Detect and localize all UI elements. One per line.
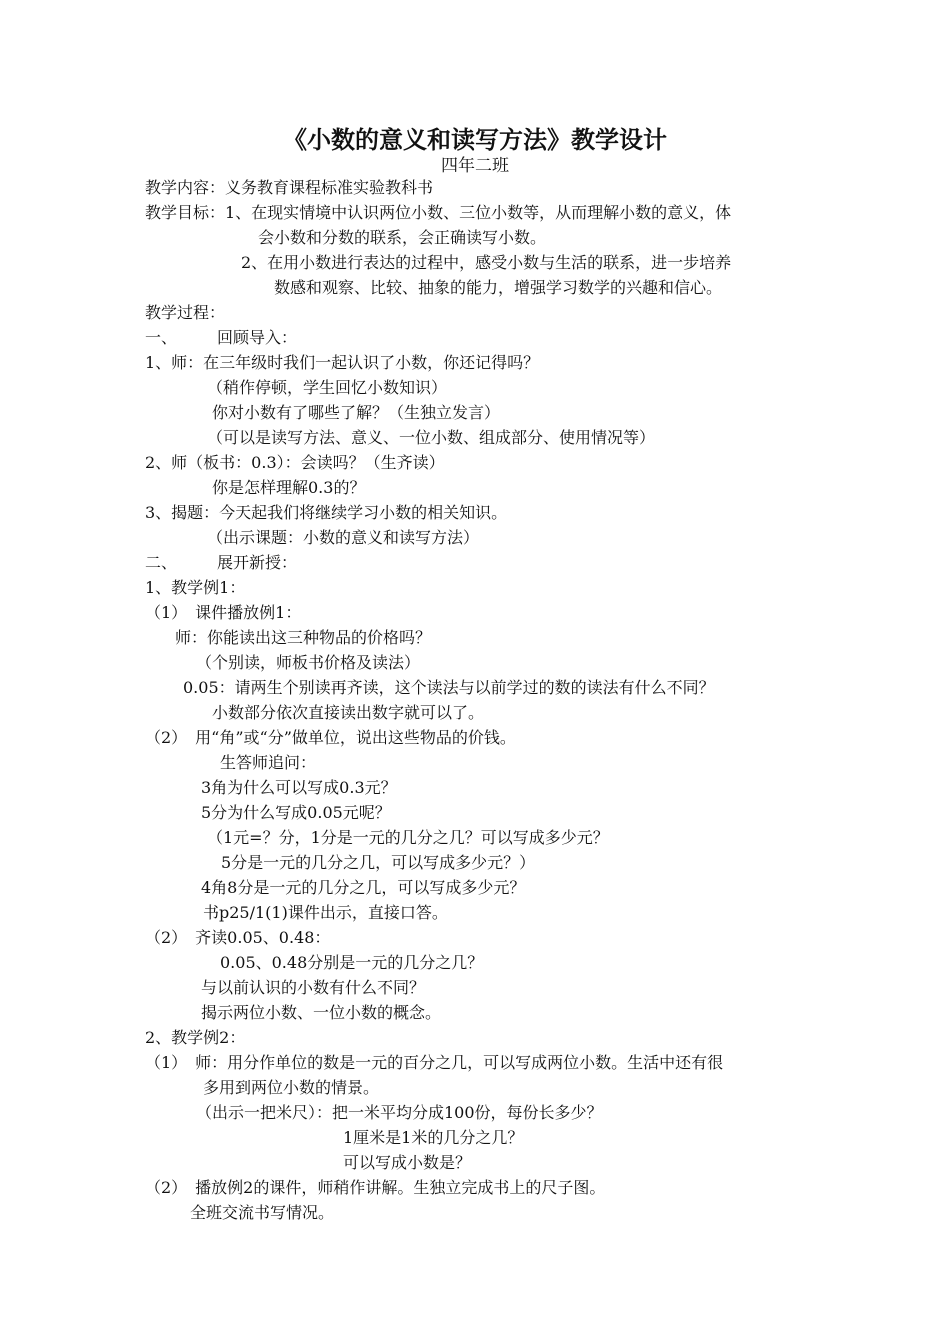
text-line: 会小数和分数的联系，会正确读写小数。 — [258, 228, 547, 247]
text-line: （可以是读写方法、意义、一位小数、组成部分、使用情况等） — [207, 428, 656, 447]
text-line: 教学内容：义务教育课程标准实验教科书 — [145, 178, 434, 197]
text-line: 师：你能读出这三种物品的价格吗？ — [175, 628, 432, 647]
text-line: （2） 用“角”或“分”做单位，说出这些物品的价钱。 — [145, 728, 516, 747]
text-line: （1） 课件播放例1： — [145, 603, 302, 622]
text-line: 3、揭题：今天起我们将继续学习小数的相关知识。 — [145, 503, 508, 522]
text-line: （1） 师：用分作单位的数是一元的百分之几，可以写成两位小数。生活中还有很 — [145, 1053, 724, 1072]
text-line: 你对小数有了哪些了解？（生独立发言） — [212, 403, 501, 422]
text-line: （出示一把米尺）：把一米平均分成100份，每份长多少？ — [196, 1103, 603, 1122]
document-title: 《小数的意义和读写方法》教学设计 — [283, 126, 667, 154]
text-line: 小数部分依次直接读出数字就可以了。 — [212, 703, 485, 722]
text-line: 多用到两位小数的情景。 — [203, 1078, 380, 1097]
text-line: 5分是一元的几分之几，可以写成多少元？） — [221, 853, 536, 872]
text-line: （稍作停顿，学生回忆小数知识） — [207, 378, 448, 397]
text-line: 可以写成小数是？ — [343, 1153, 472, 1172]
text-line: 生答师追问： — [220, 753, 317, 772]
text-line: 2、师（板书：0.3）：会读吗？（生齐读） — [145, 453, 445, 472]
text-line: （2） 齐读0.05、0.48： — [145, 928, 331, 947]
text-line: 0.05、0.48分别是一元的几分之几？ — [220, 953, 484, 972]
text-line: （2） 播放例2的课件，师稍作讲解。生独立完成书上的尺子图。 — [145, 1178, 606, 1197]
text-line: 0.05：请两生个别读再齐读，这个读法与以前学过的数的读法有什么不同？ — [183, 678, 715, 697]
text-line: 你是怎样理解0.3的？ — [212, 478, 366, 497]
text-line: 揭示两位小数、一位小数的概念。 — [201, 1003, 442, 1022]
text-line: 3角为什么可以写成0.3元？ — [201, 778, 397, 797]
text-line: （个别读，师板书价格及读法） — [196, 653, 421, 672]
text-line: 2、教学例2： — [145, 1028, 246, 1047]
text-line: 1厘米是1米的几分之几？ — [343, 1128, 524, 1147]
text-line: 教学目标：1、在现实情境中认识两位小数、三位小数等，从而理解小数的意义，体 — [145, 203, 732, 222]
text-line: 全班交流书写情况。 — [190, 1203, 335, 1222]
text-line: 1、教学例1： — [145, 578, 246, 597]
text-line: 书p25/1(1)课件出示，直接口答。 — [203, 903, 448, 922]
text-line: 与以前认识的小数有什么不同？ — [201, 978, 426, 997]
text-line: 教学过程： — [145, 303, 226, 322]
text-line: 1、师：在三年级时我们一起认识了小数，你还记得吗？ — [145, 353, 540, 372]
section-heading: 一、 回顾导入： — [145, 328, 298, 347]
text-line: 数感和观察、比较、抽象的能力，增强学习数学的兴趣和信心。 — [274, 278, 723, 297]
text-line: 4角8分是一元的几分之几，可以写成多少元？ — [201, 878, 526, 897]
section-heading: 二、 展开新授： — [145, 553, 298, 572]
document-subtitle: 四年二班 — [441, 156, 509, 176]
text-line: （1元=？分，1分是一元的几分之几？可以写成多少元？ — [207, 828, 609, 847]
text-line: 2、在用小数进行表达的过程中，感受小数与生活的联系，进一步培养 — [241, 253, 732, 272]
text-line: 5分为什么写成0.05元呢？ — [201, 803, 391, 822]
text-line: （出示课题：小数的意义和读写方法） — [207, 528, 480, 547]
